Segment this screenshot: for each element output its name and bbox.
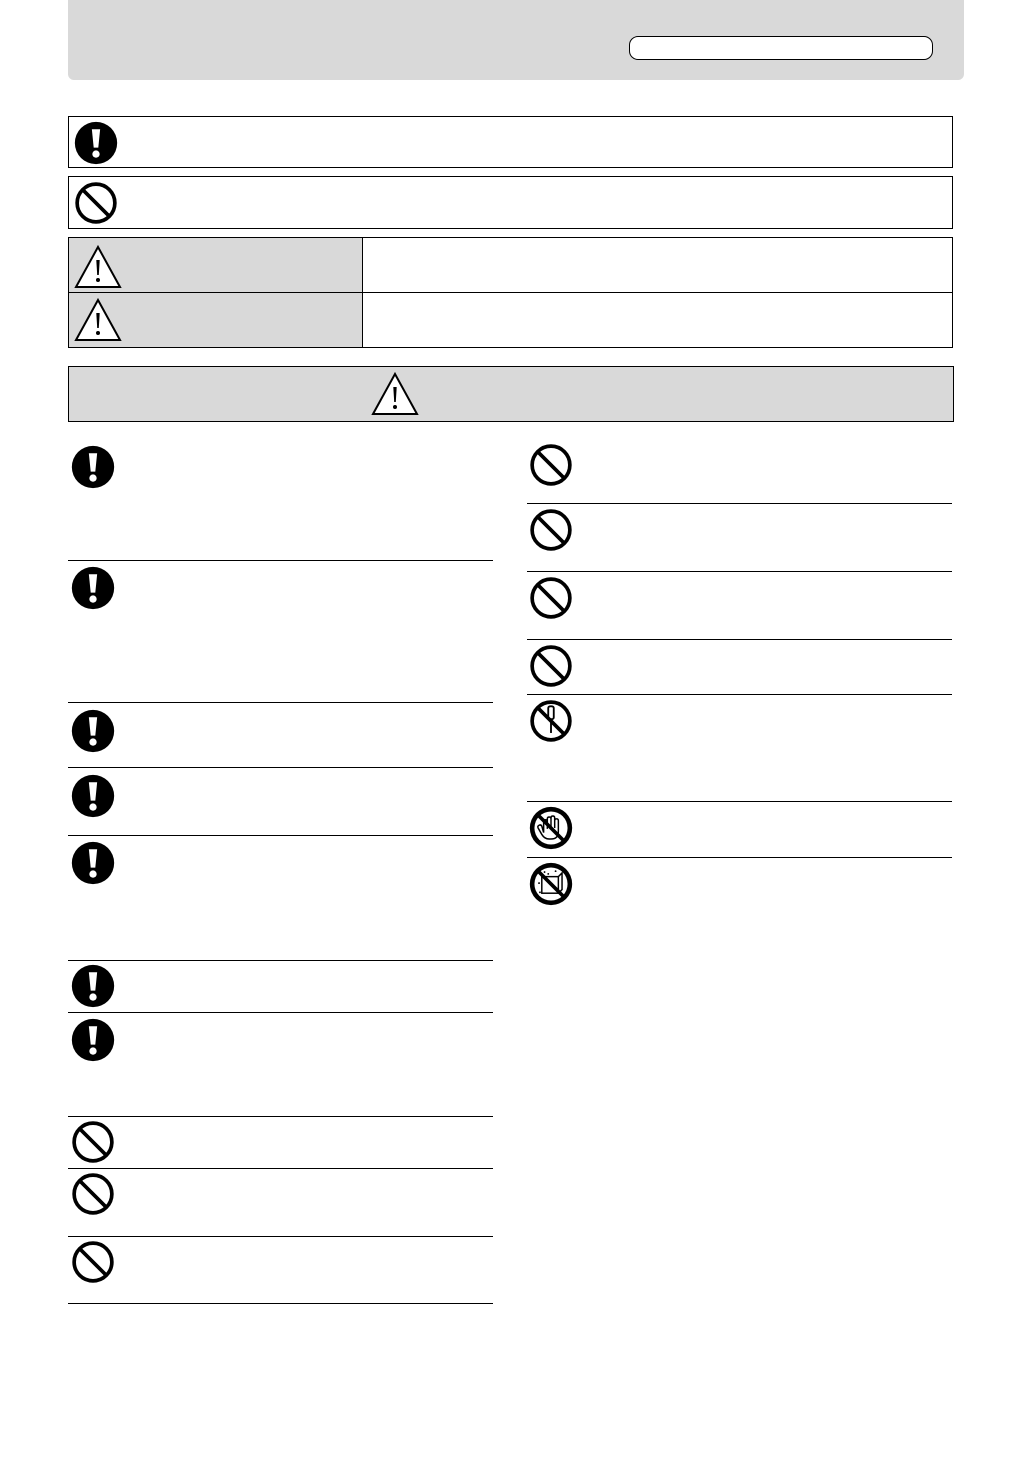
legend-prohibited-row xyxy=(68,176,953,229)
item-divider xyxy=(68,1303,493,1304)
item-divider xyxy=(68,560,493,561)
item-divider xyxy=(527,639,952,640)
item-divider xyxy=(527,801,952,802)
prohibited-icon xyxy=(528,507,574,553)
warning-triangle-icon xyxy=(73,244,123,290)
item-divider xyxy=(527,571,952,572)
page-header xyxy=(68,0,964,80)
mandatory-icon xyxy=(70,444,116,490)
item-divider xyxy=(527,503,952,504)
hazard-level-1-label-cell xyxy=(69,238,363,292)
prohibited-icon xyxy=(70,1119,116,1165)
item-divider xyxy=(68,767,493,768)
item-divider xyxy=(68,835,493,836)
item-divider xyxy=(527,857,952,858)
section-banner xyxy=(68,366,954,422)
item-divider xyxy=(68,960,493,961)
item-divider xyxy=(68,1168,493,1169)
item-divider xyxy=(68,1116,493,1117)
mandatory-icon xyxy=(73,120,119,166)
item-divider xyxy=(68,702,493,703)
mandatory-icon xyxy=(70,708,116,754)
prohibited-icon xyxy=(528,442,574,488)
prohibited-icon xyxy=(528,643,574,689)
prohibited-icon xyxy=(73,180,119,226)
header-section-tab xyxy=(629,36,933,60)
mandatory-icon xyxy=(70,840,116,886)
prohibited-icon xyxy=(70,1171,116,1217)
mandatory-icon xyxy=(70,565,116,611)
no-wet-location-icon xyxy=(528,861,574,907)
item-divider xyxy=(68,1236,493,1237)
mandatory-icon xyxy=(70,773,116,819)
no-touch-icon xyxy=(528,805,574,851)
hazard-level-row-1 xyxy=(69,238,952,292)
hazard-level-row-2 xyxy=(69,293,952,347)
item-divider xyxy=(68,1012,493,1013)
warning-triangle-icon xyxy=(369,371,421,417)
no-disassembly-icon xyxy=(528,698,574,744)
legend-mandatory-row xyxy=(68,116,953,168)
caution-triangle-icon xyxy=(73,297,123,343)
mandatory-icon xyxy=(70,1017,116,1063)
prohibited-icon xyxy=(528,575,574,621)
hazard-level-table xyxy=(68,237,953,348)
prohibited-icon xyxy=(70,1239,116,1285)
item-divider xyxy=(527,694,952,695)
mandatory-icon xyxy=(70,963,116,1009)
hazard-level-2-label-cell xyxy=(69,293,363,347)
